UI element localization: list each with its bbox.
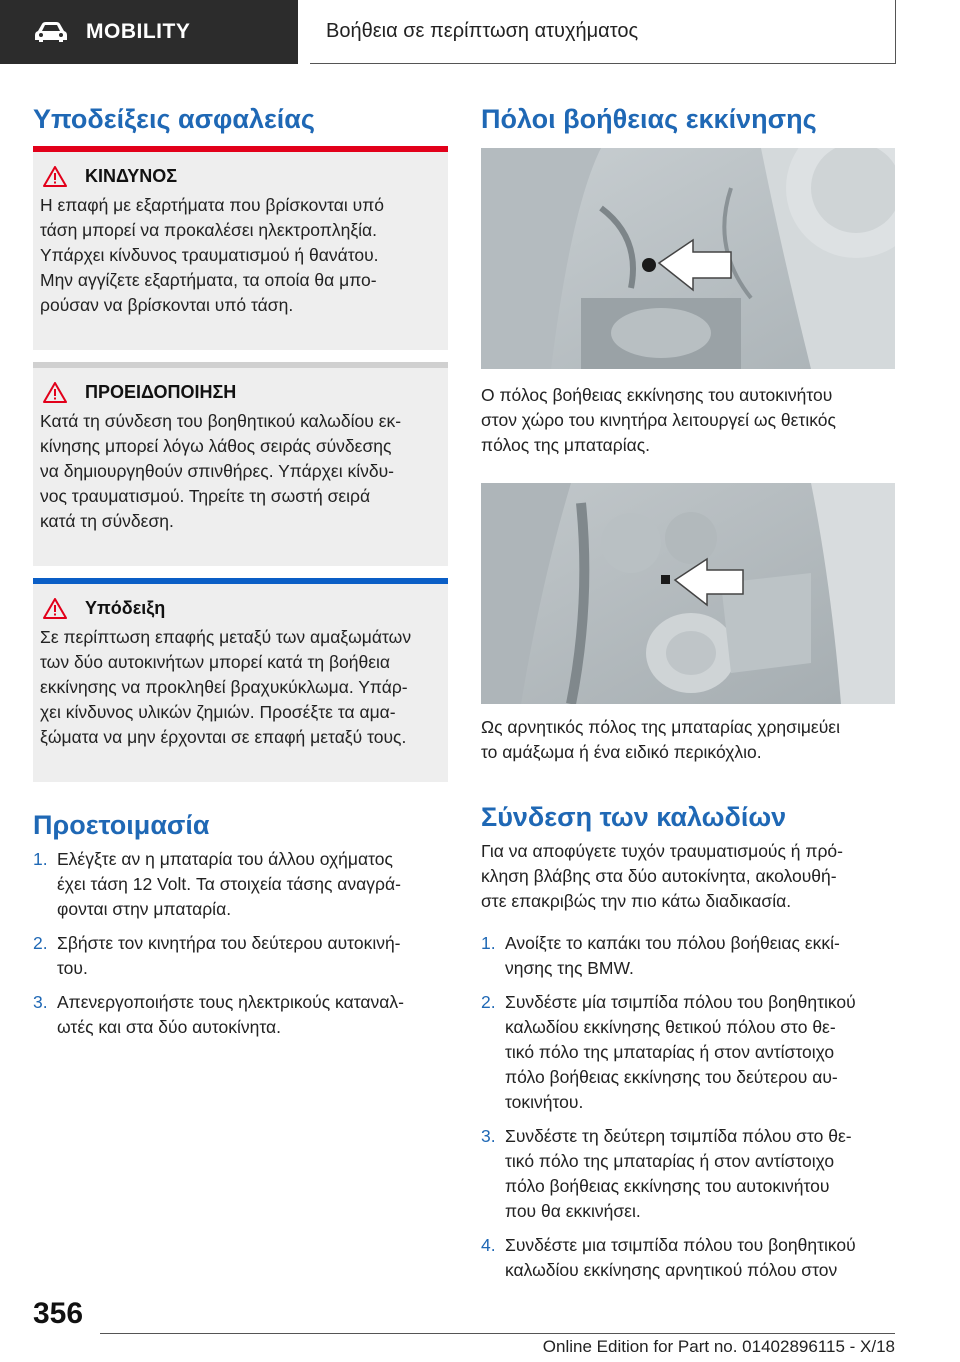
step-text-line: τοκινήτου. xyxy=(505,1092,584,1112)
step-text-line: που θα εκκινήσει. xyxy=(505,1201,641,1221)
list-item xyxy=(33,847,448,922)
header-chapter xyxy=(310,0,896,64)
car-icon xyxy=(34,21,68,43)
header-section-tab xyxy=(0,0,298,64)
danger-title: ΚΙΝΔΥΝΟΣ xyxy=(85,166,178,186)
notice-text-line: ξώματα να μην έρχονται σε επαφή μεταξύ τους. xyxy=(40,727,407,747)
list-item xyxy=(481,1124,895,1224)
notice-bar xyxy=(33,578,448,584)
caption-negative-pole xyxy=(481,715,895,765)
connection-heading: Σύνδεση των καλωδίων xyxy=(481,802,787,832)
list-item xyxy=(481,990,895,1115)
caption-line: Ο πόλος βοήθειας εκκίνησης του αυτοκινήτου xyxy=(481,385,833,405)
step-number: 3. xyxy=(33,992,48,1012)
step-number: 4. xyxy=(481,1235,496,1255)
danger-bar xyxy=(33,146,448,152)
warning-text-line: κίνησης μπορεί λόγω λάθος σειράς σύνδεσης xyxy=(40,436,392,456)
step-text-line: του. xyxy=(57,958,88,978)
notice-text-line: εκκίνησης να προκληθεί βραχυκύκλωμα. Υπάρ- xyxy=(40,677,408,697)
list-item xyxy=(481,1233,895,1283)
notice-title: Υπόδειξη xyxy=(85,598,166,618)
step-text-line: πόλο βοήθειας εκκίνησης του δεύτερου αυ- xyxy=(505,1067,838,1087)
warning-text-line: να δημιουργηθούν σπινθήρες. Υπάρχει κίνδυ- xyxy=(40,461,394,481)
poles-heading: Πόλοι βοήθειας εκκίνησης xyxy=(481,104,817,134)
warning-box xyxy=(33,362,448,566)
step-text-line: έχει τάση 12 Volt. Τα στοιχεία τάσης αναγρά- xyxy=(57,874,401,894)
danger-text-line: Μην αγγίζετε εξαρτήματα, τα οποία θα μπο- xyxy=(40,270,377,290)
notice-text-line: των δύο αυτοκινήτων μπορεί κατά τη βοήθεια xyxy=(40,652,391,672)
step-text-line: Απενεργοποιήστε τους ηλεκτρικούς καταναλ- xyxy=(57,992,404,1012)
step-number: 1. xyxy=(33,849,48,869)
caption-line: πόλος της μπαταρίας. xyxy=(481,435,650,455)
list-item xyxy=(33,990,448,1040)
intro-line: Για να αποφύγετε τυχόν τραυματισμούς ή πρό- xyxy=(481,841,843,861)
danger-box xyxy=(33,146,448,350)
danger-text-line: ρούσαν να βρίσκονται υπό τάση. xyxy=(40,295,294,315)
step-text-line: Συνδέστε μία τσιμπίδα πόλου του βοηθητικού xyxy=(505,992,856,1012)
notice-text-line: Σε περίπτωση επαφής μεταξύ των αμαξωμάτων xyxy=(40,627,412,647)
step-text-line: Σβήστε τον κινητήρα του δεύτερου αυτοκινή- xyxy=(57,933,401,953)
connection-intro xyxy=(481,839,895,914)
step-text-line: τικό πόλο της μπαταρίας ή στον αντίστοιχο xyxy=(505,1151,835,1171)
warning-title: ΠΡΟΕΙΔΟΠΟΙΗΣΗ xyxy=(85,382,237,402)
chapter-title: Βοήθεια σε περίπτωση ατυχήματος xyxy=(326,20,639,42)
step-text-line: ωτές και στα δύο αυτοκίνητα. xyxy=(57,1017,282,1037)
step-text-line: καλωδίου εκκίνησης αρνητικού πόλου στον xyxy=(505,1260,838,1280)
preparation-heading: Προετοιμασία xyxy=(33,810,210,840)
safety-heading: Υποδείξεις ασφαλείας xyxy=(33,104,315,134)
warning-triangle-icon xyxy=(43,598,67,619)
caption-line: το αμάξωμα ή ένα ειδικό περικόχλιο. xyxy=(481,742,762,762)
caption-positive-pole xyxy=(481,383,895,458)
notice-box xyxy=(33,578,448,782)
warning-bar xyxy=(33,362,448,368)
step-text-line: νησης της BMW. xyxy=(505,958,634,978)
step-text-line: τικό πόλο της μπαταρίας ή στον αντίστοιχο xyxy=(505,1042,835,1062)
engine-photo-negative-pole xyxy=(481,483,895,704)
edition-note: Online Edition for Part no. 01402896115 - X/18 xyxy=(542,1337,895,1356)
step-text-line: καλωδίου εκκίνησης θετικού πόλου στο θε- xyxy=(505,1017,836,1037)
engine-photo-positive-pole xyxy=(481,148,895,369)
intro-line: κληση βλάβης στα δύο αυτοκίνητα, ακολουθή- xyxy=(481,866,837,886)
step-text-line: πόλο βοήθειας εκκίνησης του αυτοκινήτου xyxy=(505,1176,830,1196)
list-item xyxy=(481,931,895,981)
step-text-line: Ελέγξτε αν η μπαταρία του άλλου οχήματος xyxy=(57,849,393,869)
step-number: 2. xyxy=(33,933,48,953)
step-text-line: Συνδέστε μια τσιμπίδα πόλου του βοηθητικού xyxy=(505,1235,856,1255)
warning-text-line: νος τραυματισμού. Τηρείτε τη σωστή σειρά xyxy=(40,486,371,506)
page-number: 356 xyxy=(33,1297,84,1330)
intro-line: στε επακριβώς την πιο κάτω διαδικασία. xyxy=(481,891,792,911)
caption-line: Ως αρνητικός πόλος της μπαταρίας χρησιμεύει xyxy=(481,717,840,737)
warning-text-line: Κατά τη σύνδεση του βοηθητικού καλωδίου εκ- xyxy=(40,411,402,431)
section-label: MOBILITY xyxy=(86,20,191,43)
step-number: 2. xyxy=(481,992,496,1012)
footer-divider xyxy=(100,1333,895,1334)
danger-text-line: Η επαφή με εξαρτήματα που βρίσκονται υπό xyxy=(40,195,385,215)
warning-text-line: κατά τη σύνδεση. xyxy=(40,511,174,531)
connection-list xyxy=(481,931,895,1292)
step-text-line: Ανοίξτε το καπάκι του πόλου βοήθειας εκκί- xyxy=(505,933,840,953)
warning-triangle-icon xyxy=(43,382,67,403)
list-item xyxy=(33,931,448,981)
step-number: 3. xyxy=(481,1126,496,1146)
step-number: 1. xyxy=(481,933,496,953)
step-text-line: Συνδέστε τη δεύτερη τσιμπίδα πόλου στο θε- xyxy=(505,1126,852,1146)
danger-text-line: Υπάρχει κίνδυνος τραυματισμού ή θανάτου. xyxy=(40,245,379,265)
caption-line: στον χώρο του κινητήρα λειτουργεί ως θετικός xyxy=(481,410,836,430)
preparation-list xyxy=(33,847,448,1049)
danger-text-line: τάση μπορεί να προκαλέσει ηλεκτροπληξία. xyxy=(40,220,378,240)
warning-triangle-icon xyxy=(43,166,67,187)
step-text-line: φονται στην μπαταρία. xyxy=(57,899,232,919)
notice-text-line: χει κίνδυνος υλικών ζημιών. Προσέξτε τα αμα- xyxy=(40,702,396,722)
